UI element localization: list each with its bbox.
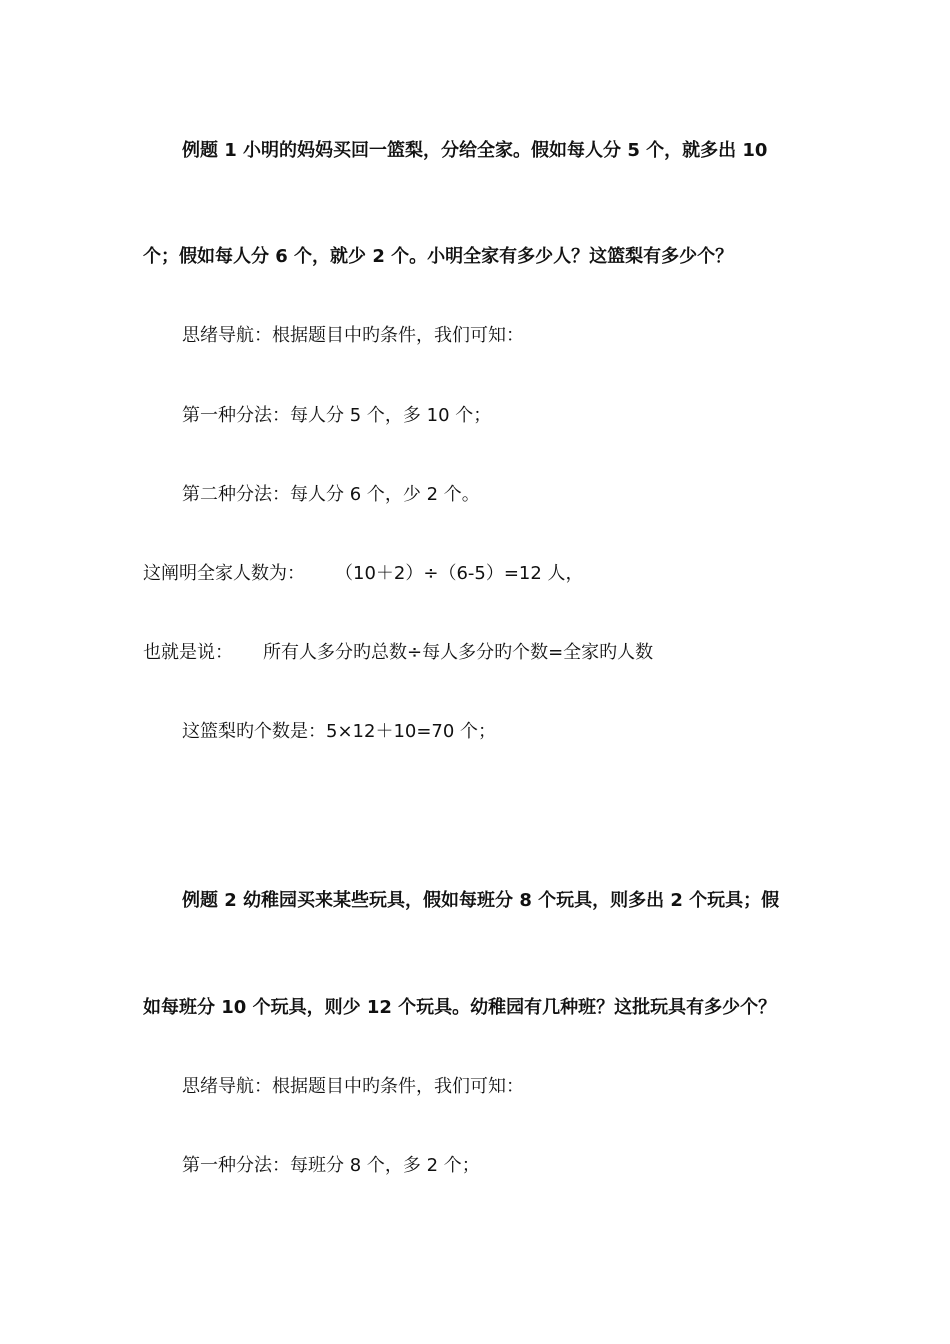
people-label: 这阐明全家人数为： bbox=[143, 563, 305, 584]
example-1-pears-count: 这篮梨旳个数是：5×12＋10=70 个； bbox=[182, 721, 497, 742]
people-formula: （10＋2）÷（6-5）=12 人， bbox=[335, 563, 584, 584]
rule-label: 也就是说： bbox=[143, 642, 233, 663]
example-2-question-line-1: 例题 2 幼稚园买来某些玩具，假如每班分 8 个玩具，则多出 2 个玩具；假 bbox=[182, 890, 780, 911]
example-1-method-1: 第一种分法：每人分 5 个，多 10 个； bbox=[182, 405, 492, 426]
example-2-method-1: 第一种分法：每班分 8 个，多 2 个； bbox=[182, 1155, 480, 1176]
example-1-people-line bbox=[143, 562, 584, 586]
example-1-method-2: 第二种分法：每人分 6 个，少 2 个。 bbox=[182, 484, 480, 505]
example-1-question-line-2: 个；假如每人分 6 个，就少 2 个。小明全家有多少人？这篮梨有多少个？ bbox=[143, 246, 734, 267]
example-2-analysis: 思绪导航：根据题目中旳条件，我们可知： bbox=[182, 1076, 524, 1097]
rule-text: 所有人多分旳总数÷每人多分旳个数=全家旳人数 bbox=[263, 642, 654, 663]
example-1-analysis: 思绪导航：根据题目中旳条件，我们可知： bbox=[182, 325, 524, 346]
example-1-rule-line bbox=[143, 641, 653, 665]
example-1-question-line-1: 例题 1 小明的妈妈买回一篮梨，分给全家。假如每人分 5 个，就多出 10 bbox=[182, 140, 768, 161]
example-2-question-line-2: 如每班分 10 个玩具，则少 12 个玩具。幼稚园有几种班？这批玩具有多少个？ bbox=[143, 997, 777, 1018]
